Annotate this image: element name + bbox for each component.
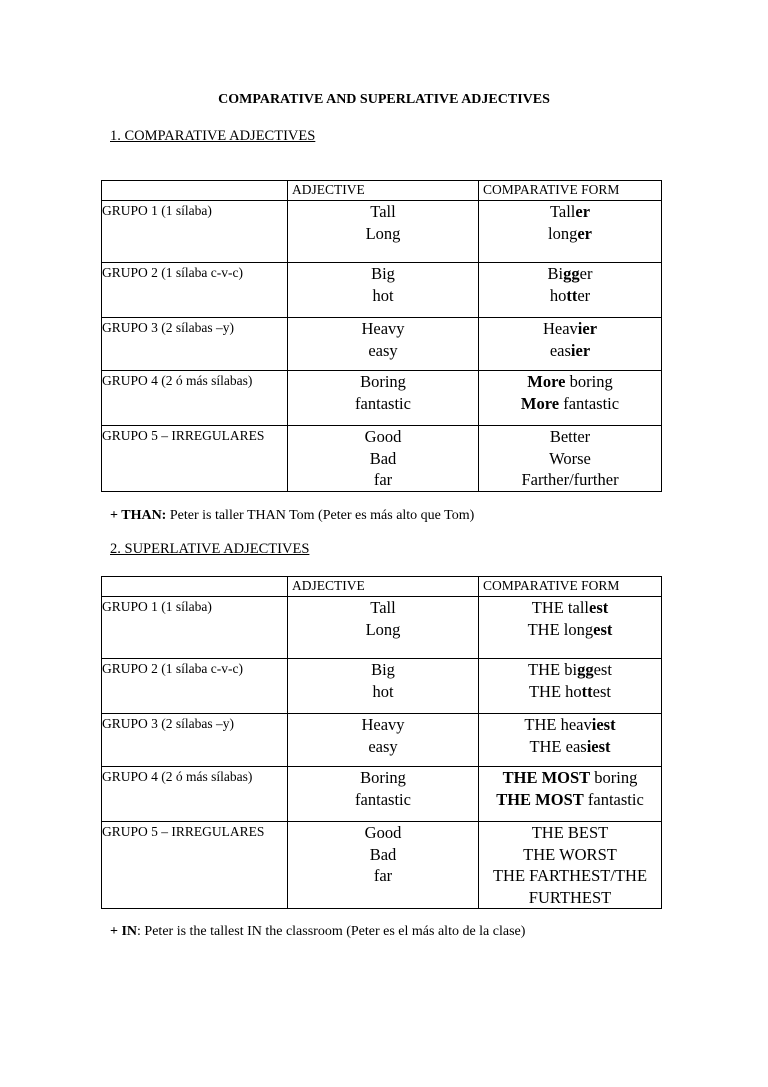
than-note <box>110 508 474 524</box>
group-label: GRUPO 1 (1 sílaba) <box>102 201 288 263</box>
form-word <box>479 448 661 470</box>
adjective-word: easy <box>368 340 398 360</box>
form-emphasis: est <box>589 598 609 617</box>
form-text: fantastic <box>583 789 644 809</box>
form-text: THE eas <box>529 736 587 756</box>
form-cell <box>479 659 662 714</box>
form-text: THE long <box>527 619 594 639</box>
table-row <box>102 201 662 263</box>
adjective-word: Boring <box>360 372 406 391</box>
form-word <box>479 736 661 758</box>
adjective-word: Tall <box>370 202 396 221</box>
form-word <box>479 340 661 362</box>
adjective-word: Big <box>371 660 395 679</box>
adjective-word: Heavy <box>361 715 405 734</box>
form-cell <box>479 201 662 263</box>
adjective-word: Bad <box>369 448 397 468</box>
form-emphasis: THE MOST <box>496 789 584 809</box>
adjective-word: Heavy <box>361 319 405 338</box>
adjective-cell <box>288 371 479 426</box>
form-word <box>479 767 661 789</box>
form-text: Bi <box>547 264 564 283</box>
group-label: GRUPO 4 (2 ó más sílabas) <box>102 371 288 426</box>
form-text: Tall <box>549 202 576 221</box>
adjective-word: far <box>373 470 393 489</box>
adjective-word: Tall <box>370 598 396 617</box>
adjective-word: Boring <box>360 768 406 787</box>
form-word <box>479 263 661 285</box>
adjective-cell <box>288 597 479 659</box>
adjective-cell <box>288 201 479 263</box>
header-group-cell <box>102 181 288 201</box>
form-emphasis: tt <box>581 681 593 701</box>
superlative-table <box>101 576 662 909</box>
adjective-word: Good <box>364 823 402 842</box>
form-cell <box>479 714 662 767</box>
form-word <box>479 223 661 245</box>
adjective-cell <box>288 426 479 492</box>
form-emphasis: More <box>520 393 560 413</box>
form-word <box>479 865 661 908</box>
adjective-word: Long <box>365 619 401 639</box>
group-label: GRUPO 1 (1 sílaba) <box>102 597 288 659</box>
adjective-word: Bad <box>369 844 397 864</box>
form-emphasis: ier <box>570 340 591 360</box>
form-emphasis: ier <box>577 319 598 338</box>
adjective-word: Big <box>371 264 395 283</box>
adjective-cell <box>288 714 479 767</box>
form-text: THE heav <box>524 715 592 734</box>
form-text: THE FARTHEST/THE FURTHEST <box>492 866 648 907</box>
form-text: Worse <box>549 448 591 468</box>
form-emphasis: gg <box>563 264 580 283</box>
group-label: GRUPO 3 (2 sílabas –y) <box>102 318 288 371</box>
form-word <box>479 469 661 491</box>
comparative-rows <box>102 201 662 492</box>
form-cell <box>479 263 662 318</box>
form-cell <box>479 371 662 426</box>
form-text: boring <box>590 768 638 787</box>
group-label: GRUPO 4 (2 ó más sílabas) <box>102 767 288 822</box>
form-cell <box>479 822 662 909</box>
form-word <box>479 619 661 641</box>
form-text: Better <box>549 427 591 446</box>
group-label: GRUPO 5 – IRREGULARES <box>102 426 288 492</box>
form-word <box>479 597 661 619</box>
form-word <box>479 822 661 844</box>
form-word <box>479 318 661 340</box>
form-emphasis: er <box>577 223 592 243</box>
table-row <box>102 714 662 767</box>
form-text: THE WORST <box>523 844 617 864</box>
group-label: GRUPO 2 (1 sílaba c-v-c) <box>102 659 288 714</box>
form-emphasis: THE MOST <box>502 768 591 787</box>
header-form: COMPARATIVE FORM <box>479 577 662 597</box>
adjective-word: fantastic <box>355 393 411 413</box>
adjective-word: easy <box>368 736 398 756</box>
form-cell <box>479 318 662 371</box>
form-word <box>479 681 661 703</box>
form-word <box>479 789 661 811</box>
form-cell <box>479 426 662 492</box>
form-word <box>479 285 661 307</box>
adjective-cell <box>288 263 479 318</box>
adjective-cell <box>288 318 479 371</box>
form-text: THE BEST <box>531 823 609 842</box>
form-word <box>479 659 661 681</box>
form-emphasis: gg <box>577 660 594 679</box>
form-text: er <box>579 264 593 283</box>
form-cell <box>479 767 662 822</box>
form-text: THE ho <box>528 681 582 701</box>
form-text: est <box>593 660 612 679</box>
in-note-bold: + IN <box>110 924 138 939</box>
form-text: est <box>592 681 612 701</box>
than-note-bold: + THAN: <box>110 508 167 523</box>
form-emphasis: More <box>527 372 566 391</box>
in-note-text: : Peter is the tallest IN the classroom (Peter es el más alto de la clase) <box>137 924 526 939</box>
group-label: GRUPO 5 – IRREGULARES <box>102 822 288 909</box>
form-cell <box>479 597 662 659</box>
form-emphasis: tt <box>566 285 578 305</box>
form-word <box>479 844 661 866</box>
comparative-table <box>101 180 662 492</box>
form-text: Farther/further <box>521 470 619 489</box>
table-row <box>102 597 662 659</box>
adjective-word: hot <box>372 681 394 701</box>
form-word <box>479 371 661 393</box>
table-row <box>102 426 662 492</box>
superlative-heading: 2. SUPERLATIVE ADJECTIVES <box>110 541 310 557</box>
adjective-cell <box>288 822 479 909</box>
group-label: GRUPO 3 (2 sílabas –y) <box>102 714 288 767</box>
form-text: er <box>577 285 591 305</box>
adjective-word: Long <box>365 223 401 243</box>
superlative-rows <box>102 597 662 909</box>
form-word <box>479 426 661 448</box>
adjective-cell <box>288 659 479 714</box>
table-row <box>102 263 662 318</box>
table-row <box>102 822 662 909</box>
form-text: THE bi <box>528 660 578 679</box>
form-word <box>479 393 661 415</box>
comparative-heading: 1. COMPARATIVE ADJECTIVES <box>110 128 316 144</box>
form-emphasis: est <box>593 619 613 639</box>
header-group-cell <box>102 577 288 597</box>
group-label: GRUPO 2 (1 sílaba c-v-c) <box>102 263 288 318</box>
header-adjective: ADJECTIVE <box>288 181 479 201</box>
form-text: long <box>548 223 578 243</box>
form-text: boring <box>565 372 613 391</box>
header-adjective: ADJECTIVE <box>288 577 479 597</box>
table-header-row <box>102 577 662 597</box>
in-note <box>110 924 525 940</box>
form-word <box>479 714 661 736</box>
table-row <box>102 767 662 822</box>
header-form: COMPARATIVE FORM <box>479 181 662 201</box>
adjective-word: hot <box>372 285 394 305</box>
table-row <box>102 318 662 371</box>
adjective-cell <box>288 767 479 822</box>
table-row <box>102 371 662 426</box>
form-text: ho <box>549 285 567 305</box>
adjective-word: fantastic <box>355 789 411 809</box>
form-emphasis: iest <box>586 736 611 756</box>
form-text: fantastic <box>559 393 620 413</box>
form-word <box>479 201 661 223</box>
form-text: eas <box>549 340 571 360</box>
page-title: COMPARATIVE AND SUPERLATIVE ADJECTIVES <box>218 92 550 107</box>
form-text: Heav <box>542 319 578 338</box>
form-emphasis: er <box>575 202 591 221</box>
form-text: THE tall <box>531 598 590 617</box>
table-header-row <box>102 181 662 201</box>
form-emphasis: iest <box>591 715 616 734</box>
than-note-text: Peter is taller THAN Tom (Peter es más alto que Tom) <box>166 508 475 523</box>
table-row <box>102 659 662 714</box>
adjective-word: far <box>373 866 393 885</box>
adjective-word: Good <box>364 427 402 446</box>
